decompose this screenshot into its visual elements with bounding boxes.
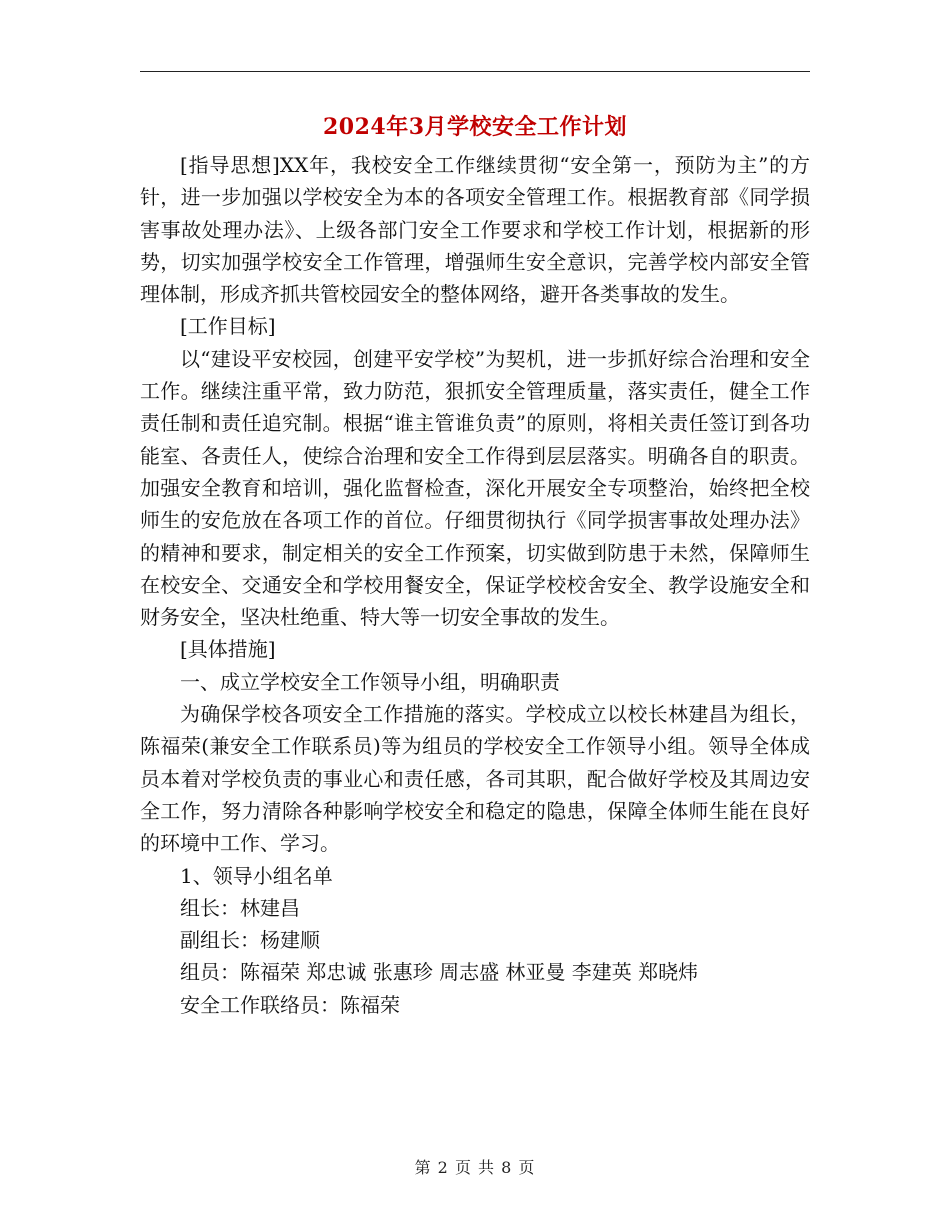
group-members-line: 组员：陈福荣 郑忠诚 张惠珍 周志盛 林亚曼 李建英 郑晓炜: [180, 960, 699, 985]
safety-liaison-line: 安全工作联络员：陈福荣: [180, 992, 400, 1017]
subheading-member-list: 1、领导小组名单: [180, 863, 333, 888]
paragraph-guiding-ideology: [指导思想]XX年，我校安全工作继续贯彻“安全第一，预防为主”的方针，进一步加强以学校安全为本的各项安全管理工作。根据教育部《同学损害事故处理办法》、上级各部门安全工作要求和学校工作计划，根据新的形势，切实加强学校安全工作管理，增强师生安全意识，完善学校内部安全管理体制，形成齐抓共管校园安全的整体网络，避开各类事故的发生。: [140, 153, 810, 307]
paragraph-leadership-group: 为确保学校各项安全工作措施的落实。学校成立以校长林建昌为组长，陈福荣(兼安全工作联系员)等为组员的学校安全工作领导小组。领导全体成员本着对学校负责的事业心和责任感，各司其职，配合做好学校及其周边安全工作，努力清除各种影响学校安全和稳定的隐患，保障全体师生能在良好的环境中工作、学习。: [140, 702, 810, 856]
header-rule: [140, 71, 810, 72]
deputy-leader-line: 副组长：杨建顺: [180, 928, 320, 953]
section-heading-1: 一、成立学校安全工作领导小组，明确职责: [180, 669, 560, 694]
group-leader-line: 组长：林建昌: [180, 895, 300, 920]
heading-work-goals: [工作目标]: [180, 314, 276, 339]
page-number: 第 2 页 共 8 页: [414, 1158, 536, 1177]
heading-specific-measures: [具体措施]: [180, 637, 276, 662]
document-title: 2024年3月学校安全工作计划: [322, 114, 628, 140]
document-body: [140, 149, 810, 1021]
paragraph-work-goals: 以“建设平安校园，创建平安学校”为契机，进一步抓好综合治理和安全工作。继续注重平常，致力防范，狠抓安全管理质量，落实责任，健全工作责任制和责任追究制。根据“谁主管谁负责”的原则，将相关责任签订到各功能室、各责任人，使综合治理和安全工作得到层层落实。明确各自的职责。加强安全教育和培训，强化监督检查，深化开展安全专项整治，始终把全校师生的安危放在各项工作的首位。仔细贯彻执行《同学损害事故处理办法》的精神和要求，制定相关的安全工作预案，切实做到防患于未然，保障师生在校安全、交通安全和学校用餐安全，保证学校校舍安全、教学设施安全和财务安全，坚决杜绝重、特大等一切安全事故的发生。: [140, 346, 810, 630]
